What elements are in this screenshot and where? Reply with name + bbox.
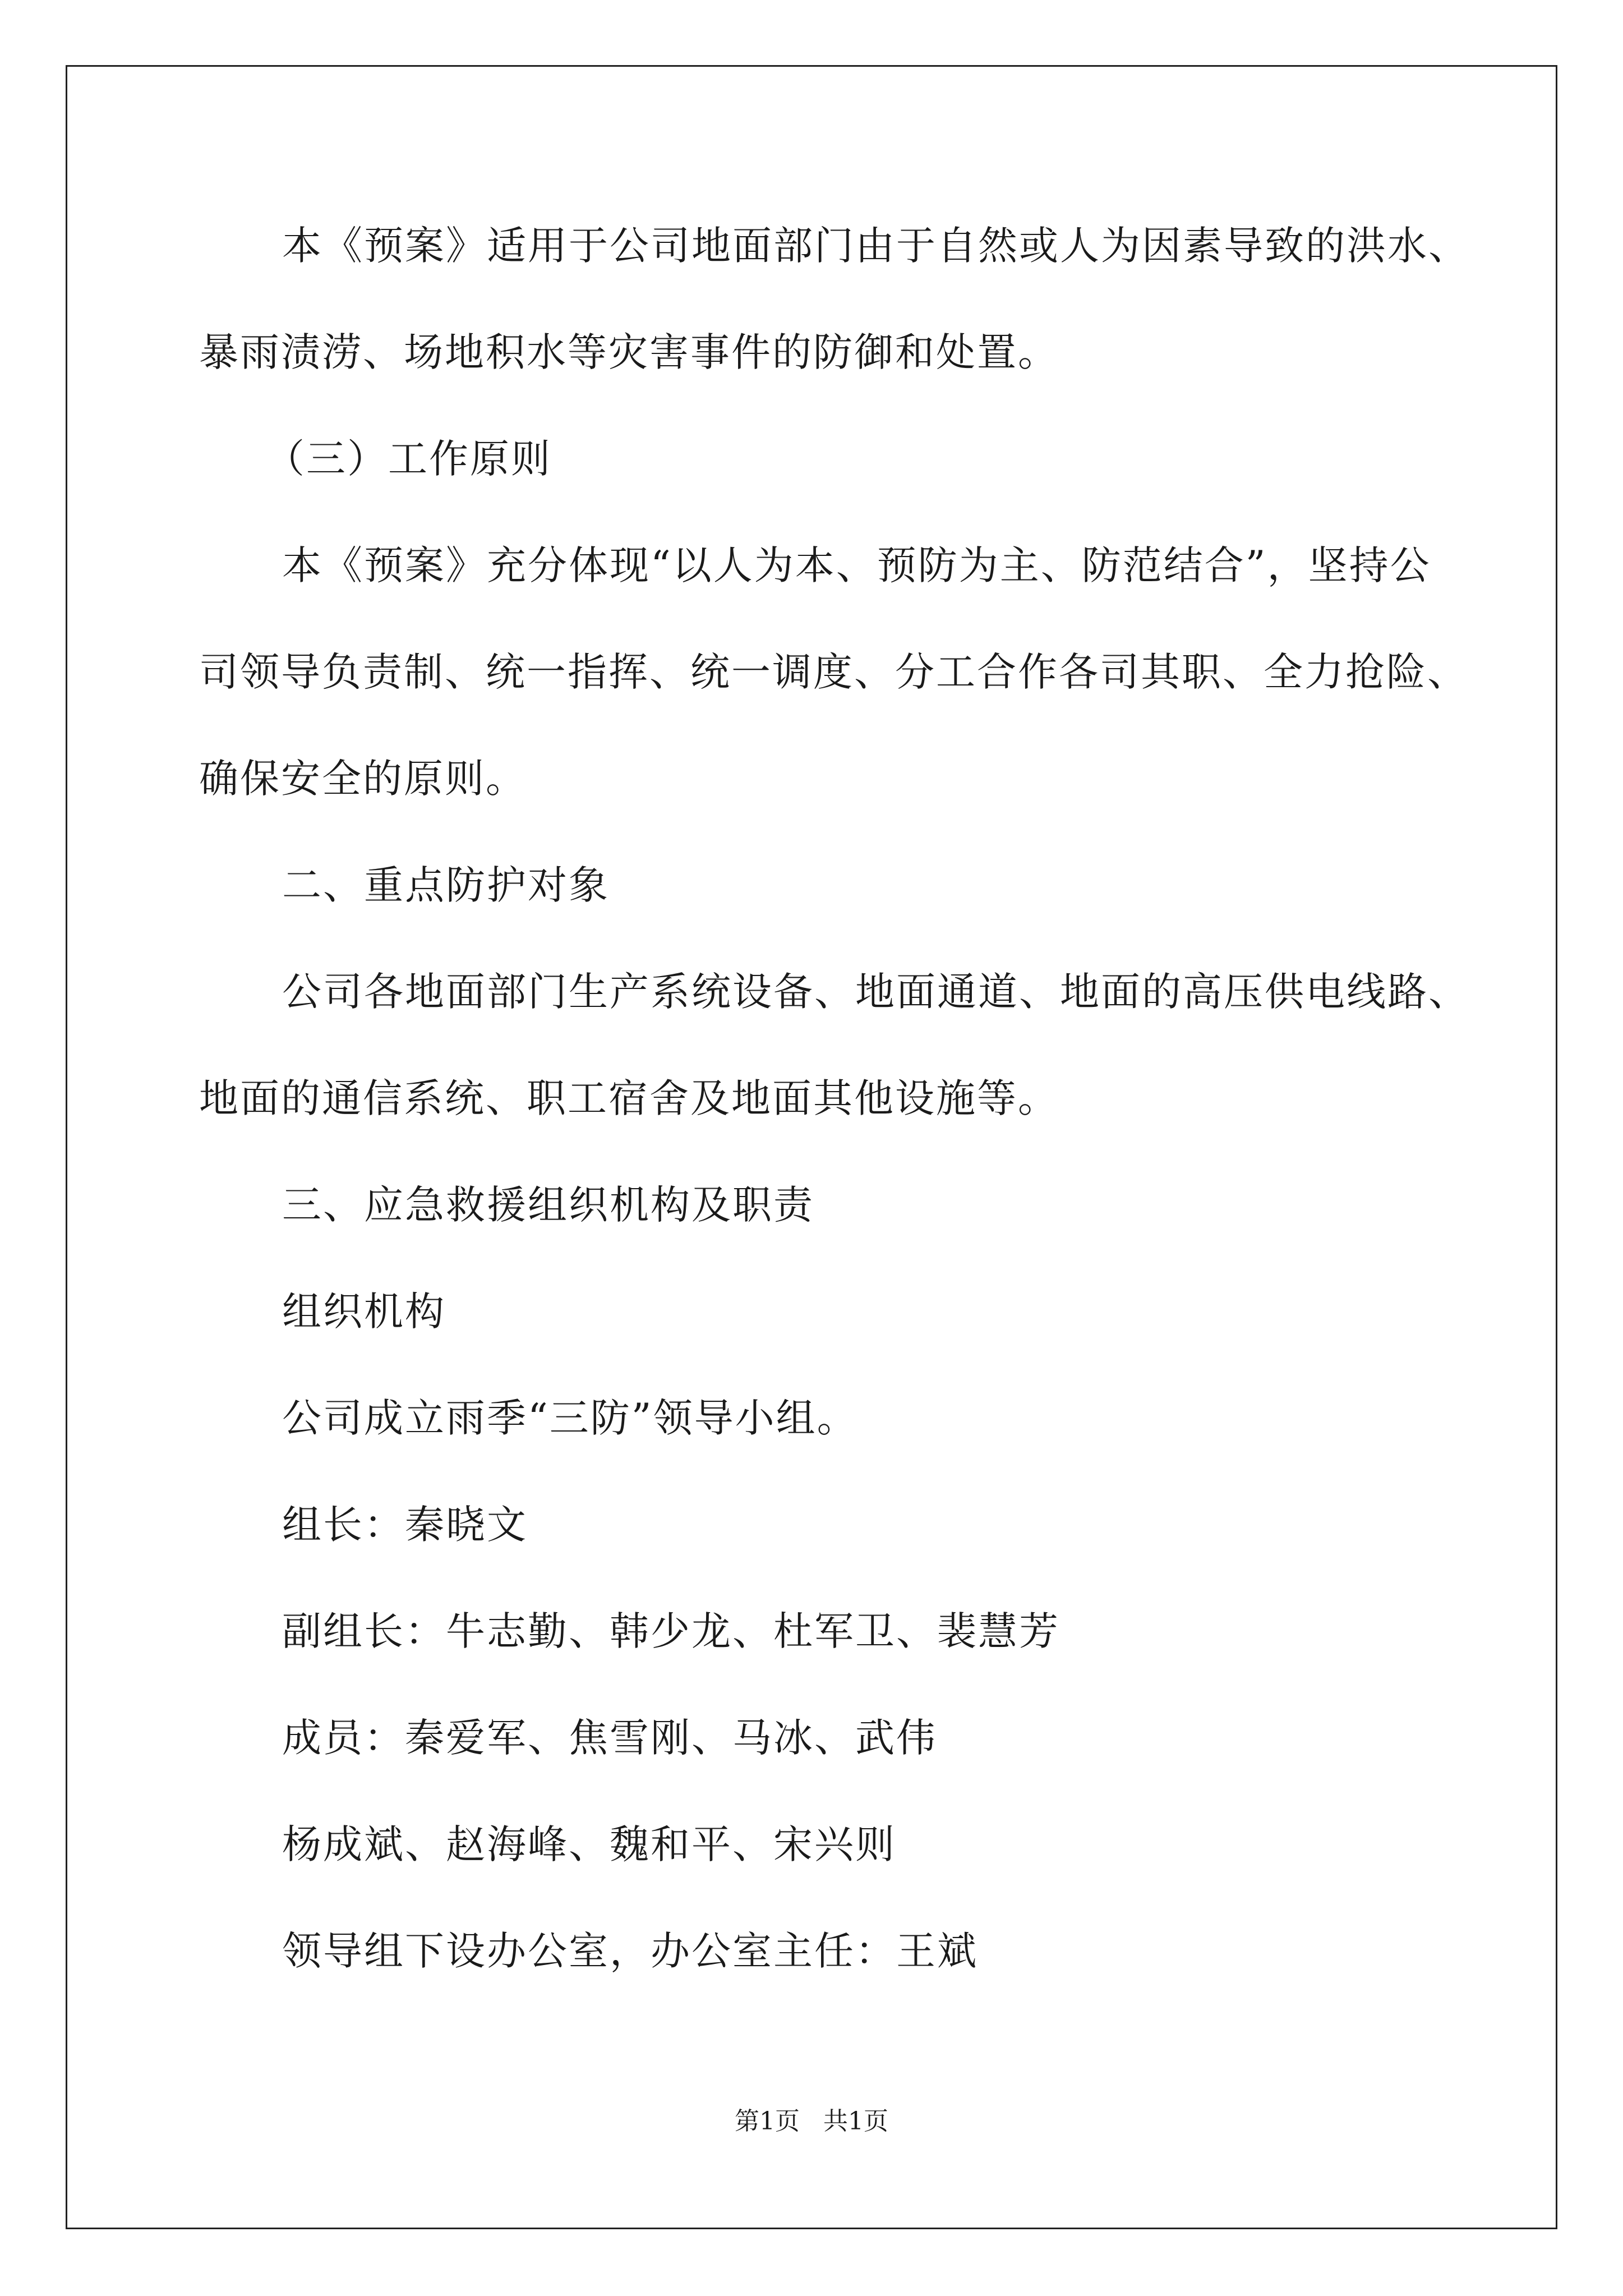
paragraph-line: 本《预案》适用于公司地面部门由于自然或人为因素导致的洪水、 [282,223,1469,269]
page-border [66,65,1557,2229]
section-heading: 三、应急救援组织机构及职责 [282,1182,814,1228]
paragraph-line: 地面的通信系统、职工宿舍及地面其他设施等。 [199,1075,1059,1121]
paragraph-line: 公司成立雨季“三防”领导小组。 [282,1395,858,1441]
paragraph-line: 副组长：牛志勤、韩少龙、杜军卫、裴慧芳 [282,1608,1060,1654]
paragraph-line: 组长：秦晓文 [282,1502,528,1548]
subsection-heading: 组织机构 [282,1289,446,1335]
paragraph-line: 领导组下设办公室，办公室主任：王斌 [282,1928,978,1974]
section-heading: 二、重点防护对象 [282,862,610,908]
paragraph-line: 司领导负责制、统一指挥、统一调度、分工合作各司其职、全力抢险、 [199,649,1468,695]
paragraph-line: 暴雨渍涝、场地积水等灾害事件的防御和处置。 [199,329,1059,375]
section-heading: （三）工作原则 [265,436,552,482]
page-footer: 第1页 共1页 [735,2107,888,2136]
paragraph-line: 确保安全的原则。 [199,756,527,802]
paragraph-line: 成员：秦爱军、焦雪刚、马冰、武伟 [282,1715,937,1761]
paragraph-line: 本《预案》充分体现“以人为本、预防为主、防范结合”，坚持公 [282,542,1431,588]
paragraph-line: 公司各地面部门生产系统设备、地面通道、地面的高压供电线路、 [282,969,1469,1015]
paragraph-line: 杨成斌、赵海峰、魏和平、宋兴则 [282,1821,896,1867]
